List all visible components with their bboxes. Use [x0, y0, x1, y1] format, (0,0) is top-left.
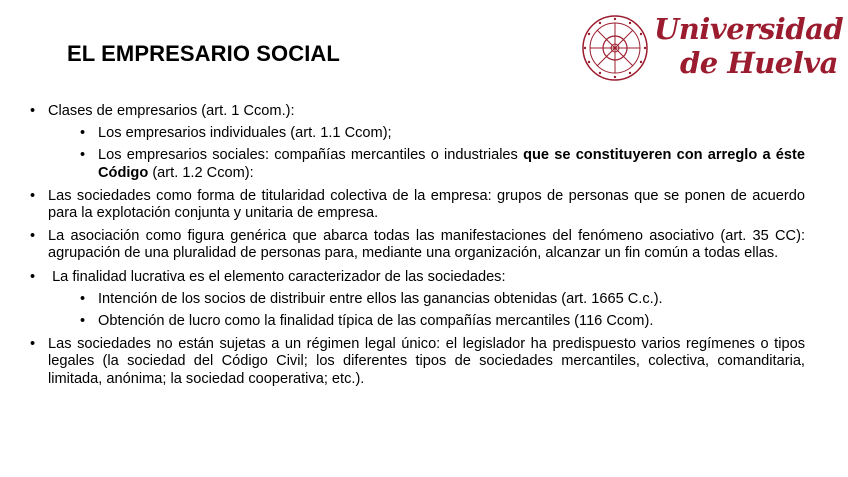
list-item-text: Clases de empresarios (art. 1 Ccom.): [48, 103, 295, 119]
sub-list [48, 125, 805, 182]
sub-list-item [48, 291, 805, 308]
sub-list-item [48, 125, 805, 142]
slide-title: EL EMPRESARIO SOCIAL [67, 41, 340, 66]
logo-line2: de Huelva [680, 46, 838, 80]
university-wordmark [654, 12, 843, 80]
bullet-icon: • [30, 187, 36, 204]
sub-list-item-text: Intención de los socios de distribuir entre ellos las ganancias obtenidas (art. 1665 C.c.). [98, 290, 663, 307]
bullet-icon: • [80, 313, 86, 330]
bullet-icon: • [30, 268, 36, 285]
emphasis-text: que se constituyeren con arreglo a éste Código [98, 147, 806, 181]
list-item-text: Las sociedades como forma de titularidad colectiva de la empresa: grupos de personas que se ponen de acuerdo para la explotación conjunta y unitaria de empresa. [48, 187, 805, 222]
bullet-list [30, 103, 805, 388]
sub-list-item-text: Los empresarios individuales (art. 1.1 Ccom); [98, 125, 392, 142]
university-seal-icon [580, 12, 650, 84]
sub-list-item-text: (art. 1.2 Ccom): [148, 164, 254, 181]
bullet-icon: • [80, 125, 86, 142]
university-logo [580, 12, 844, 88]
list-item [30, 336, 805, 388]
logo-line1: Universidad [654, 12, 844, 46]
sub-list-item [48, 147, 805, 181]
bullet-icon: • [80, 290, 86, 307]
sub-list [48, 291, 805, 330]
bullet-icon: • [30, 103, 36, 119]
bullet-icon: • [30, 336, 36, 353]
sub-list-item [48, 313, 805, 330]
bullet-icon: • [30, 228, 36, 245]
bullet-icon: • [80, 147, 86, 164]
list-item [30, 228, 805, 262]
list-item-text: La finalidad lucrativa es el elemento caracterizador de las sociedades: [48, 268, 506, 285]
list-item [30, 269, 805, 331]
list-item [30, 188, 805, 222]
sub-list-item-text: Obtención de lucro como la finalidad típica de las compañías mercantiles (116 Ccom). [98, 313, 654, 330]
list-item-text: La asociación como figura genérica que abarca todas las manifestaciones del fenómeno asociativo (art. 35 CC): agrupación de una pluralidad de personas para, mediante una organización, alcanzar un fin común a todas ellas. [48, 228, 805, 262]
sub-list-item-text: Los empresarios sociales: compañías mercantiles o industriales [98, 147, 524, 164]
list-item-text: Las sociedades no están sujetas a un régimen legal único: el legislador ha predispuesto varios regímenes o tipos legales (la sociedad del Código Civil; los diferentes tipos de sociedades mercantiles, colectiva, comanditaria, limitada, anónima; la sociedad cooperativa; etc.). [48, 336, 805, 387]
list-item [30, 103, 805, 182]
